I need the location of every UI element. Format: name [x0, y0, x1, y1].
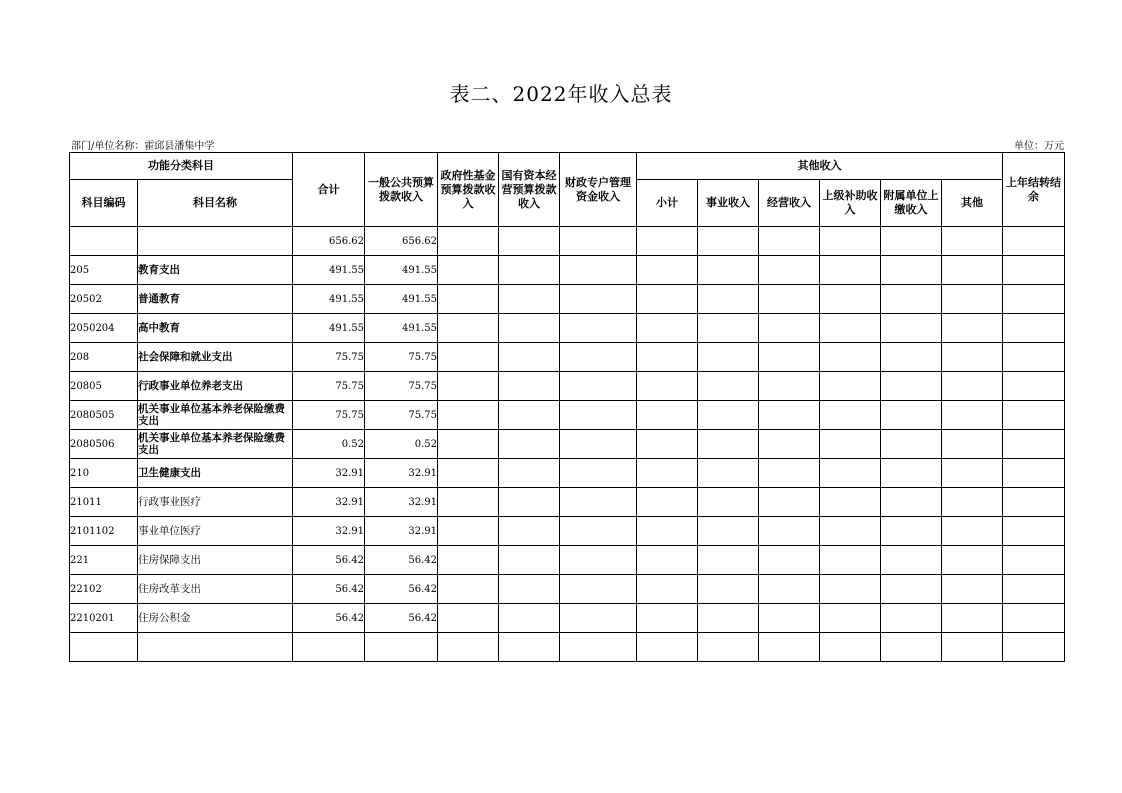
- header-operating-income: 经营收入: [759, 180, 820, 227]
- cell-empty: [1003, 488, 1065, 517]
- cell-name: [138, 227, 293, 256]
- cell-empty: [560, 314, 637, 343]
- cell-empty: [637, 633, 698, 662]
- cell-empty: [820, 633, 881, 662]
- cell-empty: [698, 459, 759, 488]
- cell-empty: [560, 285, 637, 314]
- header-general-budget: 一般公共预算拨款收入: [365, 153, 438, 227]
- cell-code: [70, 227, 138, 256]
- cell-total: 56.42: [293, 575, 365, 604]
- cell-empty: [438, 546, 499, 575]
- cell-empty: [560, 546, 637, 575]
- cell-empty: [499, 256, 560, 285]
- income-summary-table: [69, 152, 1065, 662]
- cell-empty: [499, 604, 560, 633]
- cell-empty: [499, 488, 560, 517]
- cell-empty: [759, 343, 820, 372]
- header-name: 科目名称: [138, 180, 293, 227]
- cell-empty: [759, 256, 820, 285]
- cell-empty: [942, 604, 1003, 633]
- unit-label: 单位：万元: [1014, 141, 1064, 152]
- table-row: [70, 314, 1065, 343]
- cell-empty: [820, 227, 881, 256]
- cell-code: 205: [70, 256, 138, 285]
- cell-empty: [820, 546, 881, 575]
- cell-general-budget: 491.55: [365, 314, 438, 343]
- cell-general-budget: 56.42: [365, 546, 438, 575]
- cell-empty: [499, 575, 560, 604]
- cell-empty: [759, 430, 820, 459]
- cell-name: [138, 633, 293, 662]
- header-code: 科目编码: [70, 180, 138, 227]
- header-carryover: 上年结转结余: [1003, 153, 1065, 227]
- cell-empty: [698, 488, 759, 517]
- header-business-income: 事业收入: [698, 180, 759, 227]
- cell-empty: [560, 517, 637, 546]
- header-higher-subsidy: 上级补助收入: [820, 180, 881, 227]
- cell-empty: [759, 604, 820, 633]
- cell-total: 32.91: [293, 517, 365, 546]
- cell-empty: [1003, 343, 1065, 372]
- cell-empty: [942, 575, 1003, 604]
- cell-empty: [942, 430, 1003, 459]
- cell-general-budget: 32.91: [365, 488, 438, 517]
- cell-empty: [698, 575, 759, 604]
- cell-name: 事业单位医疗: [138, 517, 293, 546]
- cell-empty: [881, 517, 942, 546]
- cell-empty: [942, 459, 1003, 488]
- cell-empty: [560, 343, 637, 372]
- cell-empty: [438, 633, 499, 662]
- cell-empty: [942, 314, 1003, 343]
- cell-empty: [881, 488, 942, 517]
- cell-empty: [637, 430, 698, 459]
- cell-empty: [438, 372, 499, 401]
- cell-general-budget: 32.91: [365, 459, 438, 488]
- cell-general-budget: [365, 633, 438, 662]
- cell-empty: [438, 430, 499, 459]
- cell-total: 491.55: [293, 314, 365, 343]
- cell-empty: [881, 633, 942, 662]
- cell-empty: [820, 459, 881, 488]
- cell-name: 住房保障支出: [138, 546, 293, 575]
- cell-empty: [881, 546, 942, 575]
- header-total: 合计: [293, 153, 365, 227]
- cell-empty: [637, 517, 698, 546]
- cell-general-budget: 75.75: [365, 401, 438, 430]
- cell-code: [70, 633, 138, 662]
- cell-empty: [499, 343, 560, 372]
- cell-name: 住房公积金: [138, 604, 293, 633]
- cell-empty: [560, 459, 637, 488]
- table-row: [70, 372, 1065, 401]
- table-row: [70, 604, 1065, 633]
- cell-empty: [881, 372, 942, 401]
- table-row: [70, 633, 1065, 662]
- cell-empty: [759, 633, 820, 662]
- cell-empty: [499, 459, 560, 488]
- cell-empty: [759, 401, 820, 430]
- header-func-class: 功能分类科目: [70, 153, 293, 180]
- cell-empty: [881, 604, 942, 633]
- cell-total: 491.55: [293, 256, 365, 285]
- cell-empty: [942, 372, 1003, 401]
- cell-general-budget: 491.55: [365, 256, 438, 285]
- cell-empty: [1003, 546, 1065, 575]
- cell-empty: [637, 372, 698, 401]
- cell-empty: [560, 430, 637, 459]
- cell-empty: [438, 314, 499, 343]
- cell-empty: [438, 517, 499, 546]
- cell-empty: [438, 256, 499, 285]
- cell-code: 2080505: [70, 401, 138, 430]
- table-row: [70, 575, 1065, 604]
- table-row: [70, 227, 1065, 256]
- cell-empty: [942, 227, 1003, 256]
- cell-empty: [698, 256, 759, 285]
- cell-code: 20805: [70, 372, 138, 401]
- cell-empty: [438, 488, 499, 517]
- cell-general-budget: 32.91: [365, 517, 438, 546]
- cell-empty: [637, 546, 698, 575]
- cell-empty: [560, 256, 637, 285]
- table-row: [70, 430, 1065, 459]
- cell-total: 32.91: [293, 488, 365, 517]
- cell-general-budget: 75.75: [365, 372, 438, 401]
- cell-total: 75.75: [293, 401, 365, 430]
- header-subtotal: 小计: [637, 180, 698, 227]
- cell-name: 机关事业单位基本养老保险缴费支出: [138, 430, 293, 459]
- cell-empty: [820, 488, 881, 517]
- cell-empty: [759, 314, 820, 343]
- cell-empty: [759, 546, 820, 575]
- cell-empty: [1003, 285, 1065, 314]
- cell-name: 普通教育: [138, 285, 293, 314]
- cell-empty: [637, 227, 698, 256]
- cell-empty: [881, 459, 942, 488]
- department-label: 部门/单位名称：霍邱县潘集中学: [71, 141, 215, 152]
- cell-empty: [820, 430, 881, 459]
- cell-general-budget: 656.62: [365, 227, 438, 256]
- cell-empty: [499, 314, 560, 343]
- cell-empty: [438, 285, 499, 314]
- cell-name: 行政事业单位养老支出: [138, 372, 293, 401]
- cell-empty: [560, 488, 637, 517]
- cell-empty: [560, 575, 637, 604]
- cell-empty: [1003, 604, 1065, 633]
- cell-total: 0.52: [293, 430, 365, 459]
- cell-empty: [438, 575, 499, 604]
- cell-empty: [560, 401, 637, 430]
- cell-empty: [499, 227, 560, 256]
- cell-code: 221: [70, 546, 138, 575]
- cell-empty: [820, 401, 881, 430]
- cell-empty: [1003, 430, 1065, 459]
- header-other-income: 其他收入: [637, 153, 1003, 180]
- cell-code: 2210201: [70, 604, 138, 633]
- cell-general-budget: 75.75: [365, 343, 438, 372]
- cell-empty: [820, 372, 881, 401]
- page-title: 表二、2022年收入总表: [449, 82, 673, 106]
- cell-code: 21011: [70, 488, 138, 517]
- cell-total: [293, 633, 365, 662]
- cell-empty: [499, 430, 560, 459]
- cell-empty: [881, 256, 942, 285]
- cell-general-budget: 0.52: [365, 430, 438, 459]
- cell-general-budget: 491.55: [365, 285, 438, 314]
- cell-empty: [820, 517, 881, 546]
- cell-empty: [1003, 575, 1065, 604]
- cell-empty: [759, 459, 820, 488]
- cell-empty: [637, 459, 698, 488]
- cell-empty: [881, 575, 942, 604]
- cell-empty: [438, 343, 499, 372]
- cell-empty: [1003, 256, 1065, 285]
- cell-code: 2050204: [70, 314, 138, 343]
- cell-empty: [698, 343, 759, 372]
- header-special-fund: 财政专户管理资金收入: [560, 153, 637, 227]
- table-row: [70, 343, 1065, 372]
- cell-empty: [637, 604, 698, 633]
- cell-empty: [881, 314, 942, 343]
- cell-total: 491.55: [293, 285, 365, 314]
- cell-empty: [759, 575, 820, 604]
- cell-empty: [637, 488, 698, 517]
- cell-code: 208: [70, 343, 138, 372]
- cell-empty: [942, 546, 1003, 575]
- cell-total: 56.42: [293, 546, 365, 575]
- cell-name: 行政事业医疗: [138, 488, 293, 517]
- cell-name: 社会保障和就业支出: [138, 343, 293, 372]
- table-row: [70, 256, 1065, 285]
- table-row: [70, 401, 1065, 430]
- cell-empty: [1003, 517, 1065, 546]
- cell-empty: [942, 401, 1003, 430]
- cell-empty: [698, 372, 759, 401]
- cell-empty: [698, 517, 759, 546]
- cell-empty: [698, 314, 759, 343]
- cell-empty: [637, 285, 698, 314]
- cell-empty: [881, 227, 942, 256]
- cell-empty: [942, 343, 1003, 372]
- table-row: [70, 459, 1065, 488]
- cell-empty: [438, 227, 499, 256]
- cell-empty: [820, 575, 881, 604]
- cell-empty: [438, 459, 499, 488]
- cell-empty: [499, 401, 560, 430]
- cell-empty: [637, 256, 698, 285]
- cell-empty: [560, 604, 637, 633]
- cell-empty: [698, 430, 759, 459]
- cell-empty: [881, 430, 942, 459]
- cell-name: 教育支出: [138, 256, 293, 285]
- cell-empty: [820, 256, 881, 285]
- cell-empty: [698, 633, 759, 662]
- cell-empty: [820, 314, 881, 343]
- cell-empty: [637, 343, 698, 372]
- header-other: 其他: [942, 180, 1003, 227]
- cell-empty: [698, 546, 759, 575]
- cell-empty: [881, 343, 942, 372]
- cell-empty: [942, 285, 1003, 314]
- cell-empty: [1003, 459, 1065, 488]
- cell-name: 住房改革支出: [138, 575, 293, 604]
- cell-empty: [820, 604, 881, 633]
- cell-empty: [881, 401, 942, 430]
- cell-total: 75.75: [293, 343, 365, 372]
- header-state-capital: 国有资本经营预算拨款收入: [499, 153, 560, 227]
- cell-empty: [759, 488, 820, 517]
- cell-empty: [942, 517, 1003, 546]
- cell-empty: [499, 517, 560, 546]
- cell-empty: [759, 227, 820, 256]
- cell-empty: [698, 604, 759, 633]
- cell-empty: [1003, 401, 1065, 430]
- cell-empty: [759, 285, 820, 314]
- cell-general-budget: 56.42: [365, 604, 438, 633]
- cell-empty: [1003, 314, 1065, 343]
- cell-code: 2101102: [70, 517, 138, 546]
- cell-empty: [820, 285, 881, 314]
- cell-empty: [637, 401, 698, 430]
- cell-empty: [560, 372, 637, 401]
- cell-empty: [1003, 633, 1065, 662]
- cell-empty: [698, 285, 759, 314]
- cell-empty: [759, 517, 820, 546]
- cell-code: 2080506: [70, 430, 138, 459]
- cell-empty: [881, 285, 942, 314]
- cell-empty: [499, 546, 560, 575]
- table-row: [70, 546, 1065, 575]
- cell-empty: [438, 401, 499, 430]
- cell-empty: [1003, 372, 1065, 401]
- cell-empty: [759, 372, 820, 401]
- cell-empty: [942, 488, 1003, 517]
- cell-empty: [698, 401, 759, 430]
- table-row: [70, 517, 1065, 546]
- cell-empty: [637, 575, 698, 604]
- cell-total: 32.91: [293, 459, 365, 488]
- cell-name: 卫生健康支出: [138, 459, 293, 488]
- cell-empty: [942, 633, 1003, 662]
- table-row: [70, 285, 1065, 314]
- cell-empty: [499, 633, 560, 662]
- cell-empty: [1003, 227, 1065, 256]
- table-row: [70, 488, 1065, 517]
- cell-total: 75.75: [293, 372, 365, 401]
- cell-empty: [560, 227, 637, 256]
- cell-total: 56.42: [293, 604, 365, 633]
- cell-empty: [499, 285, 560, 314]
- cell-code: 22102: [70, 575, 138, 604]
- cell-empty: [820, 343, 881, 372]
- cell-empty: [698, 227, 759, 256]
- cell-code: 210: [70, 459, 138, 488]
- cell-code: 20502: [70, 285, 138, 314]
- cell-empty: [499, 372, 560, 401]
- cell-name: 高中教育: [138, 314, 293, 343]
- cell-empty: [637, 314, 698, 343]
- cell-total: 656.62: [293, 227, 365, 256]
- header-affiliated: 附属单位上缴收入: [881, 180, 942, 227]
- cell-general-budget: 56.42: [365, 575, 438, 604]
- cell-name: 机关事业单位基本养老保险缴费支出: [138, 401, 293, 430]
- cell-empty: [942, 256, 1003, 285]
- cell-empty: [560, 633, 637, 662]
- cell-empty: [438, 604, 499, 633]
- header-gov-fund: 政府性基金预算拨款收入: [438, 153, 499, 227]
